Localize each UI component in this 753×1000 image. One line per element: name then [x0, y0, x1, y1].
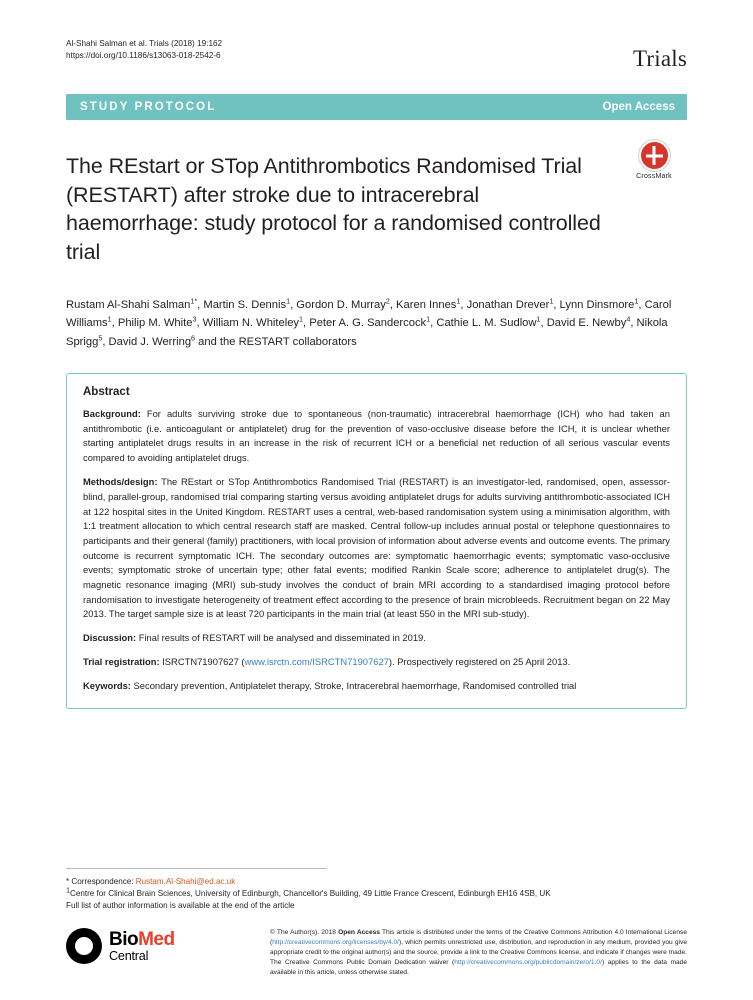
open-access-label: Open Access	[602, 101, 675, 113]
publisher-row	[66, 928, 687, 978]
abstract-section-label: Trial registration:	[83, 656, 160, 668]
full-author-list-note: Full list of author information is available at the end of the article	[66, 900, 295, 910]
abstract-section-label: Methods/design:	[83, 476, 158, 488]
abstract-section-text: For adults surviving stroke due to spontaneous (non-traumatic) intracerebral haemorrhage (ICH) who had taken an antithrombotic (i.e. anticoagulant or antiplatelet) drug for the prevention of vaso-occlusive disease before the ICH, it is unclear whether starting antiplatelet drugs results in an increase in the risk of recurrent ICH or a beneficial net reduction of all serious vascular events compared to avoiding antiplatelet drugs.	[83, 408, 670, 464]
abstract-section-text-after: ). Prospectively registered on 25 April 2013.	[388, 656, 571, 668]
license-text: © The Author(s). 2018 Open Access This article is distributed under the terms of the Creative Commons Attribution 4.0 International License (http://creativecommons.org/licenses/by/4.0/), which permits unrestricted use, distribution, and reproduction in any medium, provided you give appropriate credit to the original author(s) and the source, provide a link to the Creative Commons license, and indicate if changes were made. The Creative Commons Public Domain Dedication waiver (http://creativecommons.org/publicdomain/zero/1.0/) applies to the data made available in this article, unless otherwise stated.	[270, 928, 688, 976]
page-footer	[66, 868, 687, 979]
article-type-label: STUDY PROTOCOL	[80, 101, 217, 113]
citation-doi: https://doi.org/10.1186/s13063-018-2542-6	[66, 50, 221, 60]
page-title: The REstart or STop Antithrombotics Randomised Trial (RESTART) after stroke due to intracerebral haemorrhage: study protocol for a randomised controlled trial	[66, 154, 601, 264]
title-row	[66, 138, 687, 280]
abstract-section-label: Background:	[83, 408, 141, 420]
abstract-section-text: Final results of RESTART will be analysed and disseminated in 2019.	[136, 632, 426, 644]
abstract-paragraph	[83, 655, 670, 670]
abstract-section-label: Keywords:	[83, 680, 131, 692]
correspondence-email-link[interactable]: Rustam.Al-Shahi@ed.ac.uk	[135, 876, 236, 886]
abstract-box	[66, 373, 687, 709]
citation-block	[66, 38, 222, 62]
citation-line-1: Al-Shahi Salman et al. Trials (2018) 19:162	[66, 39, 223, 48]
abstract-paragraph	[83, 407, 670, 466]
study-protocol-banner	[66, 94, 687, 120]
author-list: Rustam Al-Shahi Salman$^{1*}$, Martin S. Dennis$^1$, Gordon D. Murray$^2$, Karen Innes$^1$, Jonathan Drever$^1$, Lynn Dinsmore$^1$, Carol Williams$^1$, Philip M. White$^3$, William N. Whiteley$^1$, Peter A. G. Sandercock$^1$, Cathie L. M. Sudlow$^1$, David E. Newby$^4$, Nikola Sprigg$^5$, David J. Werring$^6$ and the RESTART collaborators	[66, 296, 672, 348]
abstract-heading: Abstract	[83, 385, 130, 398]
abstract-section-text: ISRCTN71907627 (	[159, 656, 245, 668]
abstract-sections	[83, 407, 670, 694]
affiliation-marker: 1	[66, 884, 70, 894]
footer-divider	[66, 868, 327, 869]
publisher-name-central: Central	[109, 948, 149, 963]
correspondence-label: * Correspondence:	[66, 876, 134, 886]
biomed-central-mark-icon	[66, 928, 102, 964]
abstract-section-text: Secondary prevention, Antiplatelet therapy, Stroke, Intracerebral haemorrhage, Randomised controlled trial	[130, 680, 577, 692]
publisher-name-bio: Bio	[109, 928, 139, 950]
abstract-paragraph	[83, 679, 670, 694]
page-header	[66, 38, 687, 72]
biomed-central-logo	[66, 928, 266, 964]
crossmark-badge[interactable]	[621, 140, 687, 180]
abstract-paragraph	[83, 475, 670, 622]
crossmark-label: CrossMark	[636, 173, 672, 180]
correspondence-note	[66, 876, 687, 912]
abstract-section-text: The REstart or STop Antithrombotics Randomised Trial (RESTART) is an investigator-led, randomised, open, assessor-blind, parallel-group, randomised trial comparing starting versus avoiding antiplatelet drugs for adults surviving antithrombotic-associated ICH at 122 hospital sites in the United Kingdom. RESTART uses a central, web-based randomisation system using a minimisation algorithm, with 1:1 treatment allocation to which central research staff are masked. Central follow-up includes annual postal or telephone questionnaires to participants and their general (family) practitioners, with local provision of information about adverse events and outcome events. The primary outcome is recurrent symptomatic ICH. The secondary outcomes are: symptomatic haemorrhagic events; symptomatic vaso-occlusive events; symptomatic stroke of uncertain type; other fatal events; modified Rankin Scale score; adherence to antiplatelet drug(s). The magnetic resonance imaging (MRI) sub-study involves the conduct of brain MRI according to a standardised imaging protocol before randomisation to investigate heterogeneity of treatment effect according to the presence of brain microbleeds. Recruitment began on 22 May 2013. The target sample size is at least 720 participants in the main trial (at least 550 in the MRI sub-study).	[83, 476, 670, 620]
abstract-section-label: Discussion:	[83, 632, 137, 644]
abstract-paragraph	[83, 631, 670, 646]
journal-title: Trials	[632, 46, 687, 71]
biomed-central-wordmark	[109, 930, 175, 963]
crossmark-icon	[639, 140, 670, 171]
publisher-name-med: Med	[138, 928, 175, 950]
trial-registration-link[interactable]: www.isrctn.com/ISRCTN71907627	[244, 656, 389, 668]
affiliation-text: Centre for Clinical Brain Sciences, University of Edinburgh, Chancellor's Building, 49 Little France Crescent, Edinburgh EH16 4SB, UK	[70, 888, 551, 898]
